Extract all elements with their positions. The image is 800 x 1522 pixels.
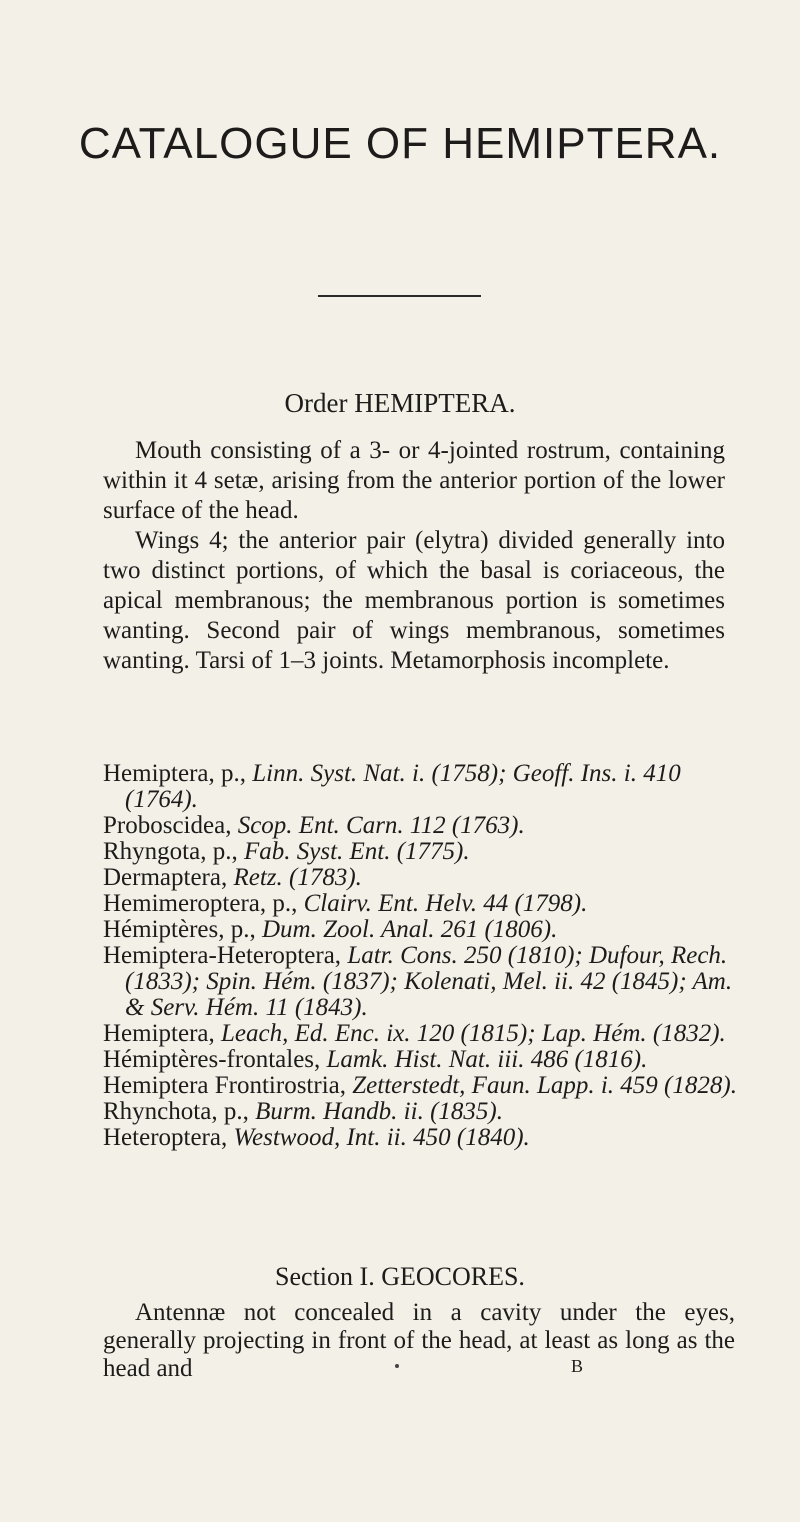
section-heading: Section I. GEOCORES.	[275, 1262, 525, 1291]
synonym-reference: Fab. Syst. Ent. (1775).	[243, 838, 470, 865]
synonym-entry	[103, 813, 743, 839]
synonym-entry	[103, 1047, 743, 1073]
synonym-name: Heteroptera,	[103, 1124, 228, 1151]
synonym-entry	[103, 839, 743, 865]
title-rule	[318, 295, 481, 297]
synonym-reference: Clairv. Ent. Helv. 44 (1798).	[303, 890, 588, 917]
synonym-entry	[103, 943, 743, 1021]
synonym-entry	[103, 761, 743, 813]
synonym-name: Hemiptera, p.,	[103, 760, 247, 787]
synonym-reference: Dum. Zool. Anal. 261 (1806).	[261, 916, 558, 943]
synonym-reference: Lamk. Hist. Nat. iii. 486 (1816).	[326, 1046, 648, 1073]
synonym-entry	[103, 891, 743, 917]
order-heading: Order HEMIPTERA.	[284, 388, 516, 418]
synonym-reference: Zetterstedt, Faun. Lapp. i. 459 (1828).	[352, 1072, 737, 1099]
synonym-name: Hemimeroptera, p.,	[103, 890, 298, 917]
synonym-reference: Leach, Ed. Enc. ix. 120 (1815); Lap. Hém. (1832).	[221, 1020, 726, 1047]
synonym-name: Hemiptera Frontirostria,	[103, 1072, 346, 1099]
synonym-name: Rhyngota, p.,	[103, 838, 238, 865]
synonym-reference: Linn. Syst. Nat. i. (1758); Geoff. Ins. i. 410 (1764).	[125, 760, 681, 813]
synonym-reference: Retz. (1783).	[233, 864, 362, 891]
synonym-reference: Latr. Cons. 250 (1810); Dufour, Rech. (1833); Spin. Hém. (1837); Kolenati, Mel. ii. 42 (1845); Am. & Serv. Hém. 11 (1843).	[125, 942, 733, 1021]
synonym-name: Hémiptères, p.,	[103, 916, 256, 943]
synonym-name: Hemiptera,	[103, 1020, 215, 1047]
synonym-name: Hémiptères-frontales,	[103, 1046, 321, 1073]
description-paragraph: Mouth consisting of a 3- or 4-jointed rostrum, containing within it 4 setæ, arising from the anterior portion of the lower surface of the head.	[103, 437, 725, 524]
synonym-entry	[103, 1073, 743, 1099]
page-title: CATALOGUE OF HEMIPTERA.	[78, 119, 722, 169]
synonym-name: Rhynchota, p.,	[103, 1098, 249, 1125]
synonym-name: Hemiptera-Heteroptera,	[103, 942, 342, 969]
synonym-reference: Burm. Handb. ii. (1835).	[255, 1098, 503, 1125]
synonym-name: Proboscidea,	[103, 812, 232, 839]
synonym-reference: Scop. Ent. Carn. 112 (1763).	[237, 812, 525, 839]
synonym-name: Dermaptera,	[103, 864, 228, 891]
order-description	[103, 436, 725, 676]
synonym-entry	[103, 1125, 743, 1151]
synonymy-list	[103, 761, 743, 1151]
section-paragraph: Antennæ not concealed in a cavity under the eyes, generally projecting in front of the head, at least as long as the head and	[103, 1299, 735, 1382]
synonym-entry	[103, 865, 743, 891]
signature-mark: B	[571, 1356, 584, 1376]
synonym-entry	[103, 1021, 743, 1047]
synonym-entry	[103, 1099, 743, 1125]
ink-dot	[395, 1364, 399, 1368]
synonym-reference: Westwood, Int. ii. 450 (1840).	[233, 1124, 530, 1151]
description-paragraph: Wings 4; the anterior pair (elytra) divided generally into two distinct portions, of which the basal is coriaceous, the apical membranous; the membranous portion is sometimes wanting. Second pair of wings membranous, sometimes wanting. Tarsi of 1–3 joints. Metamorphosis incomplete.	[103, 527, 725, 674]
synonym-entry	[103, 917, 743, 943]
